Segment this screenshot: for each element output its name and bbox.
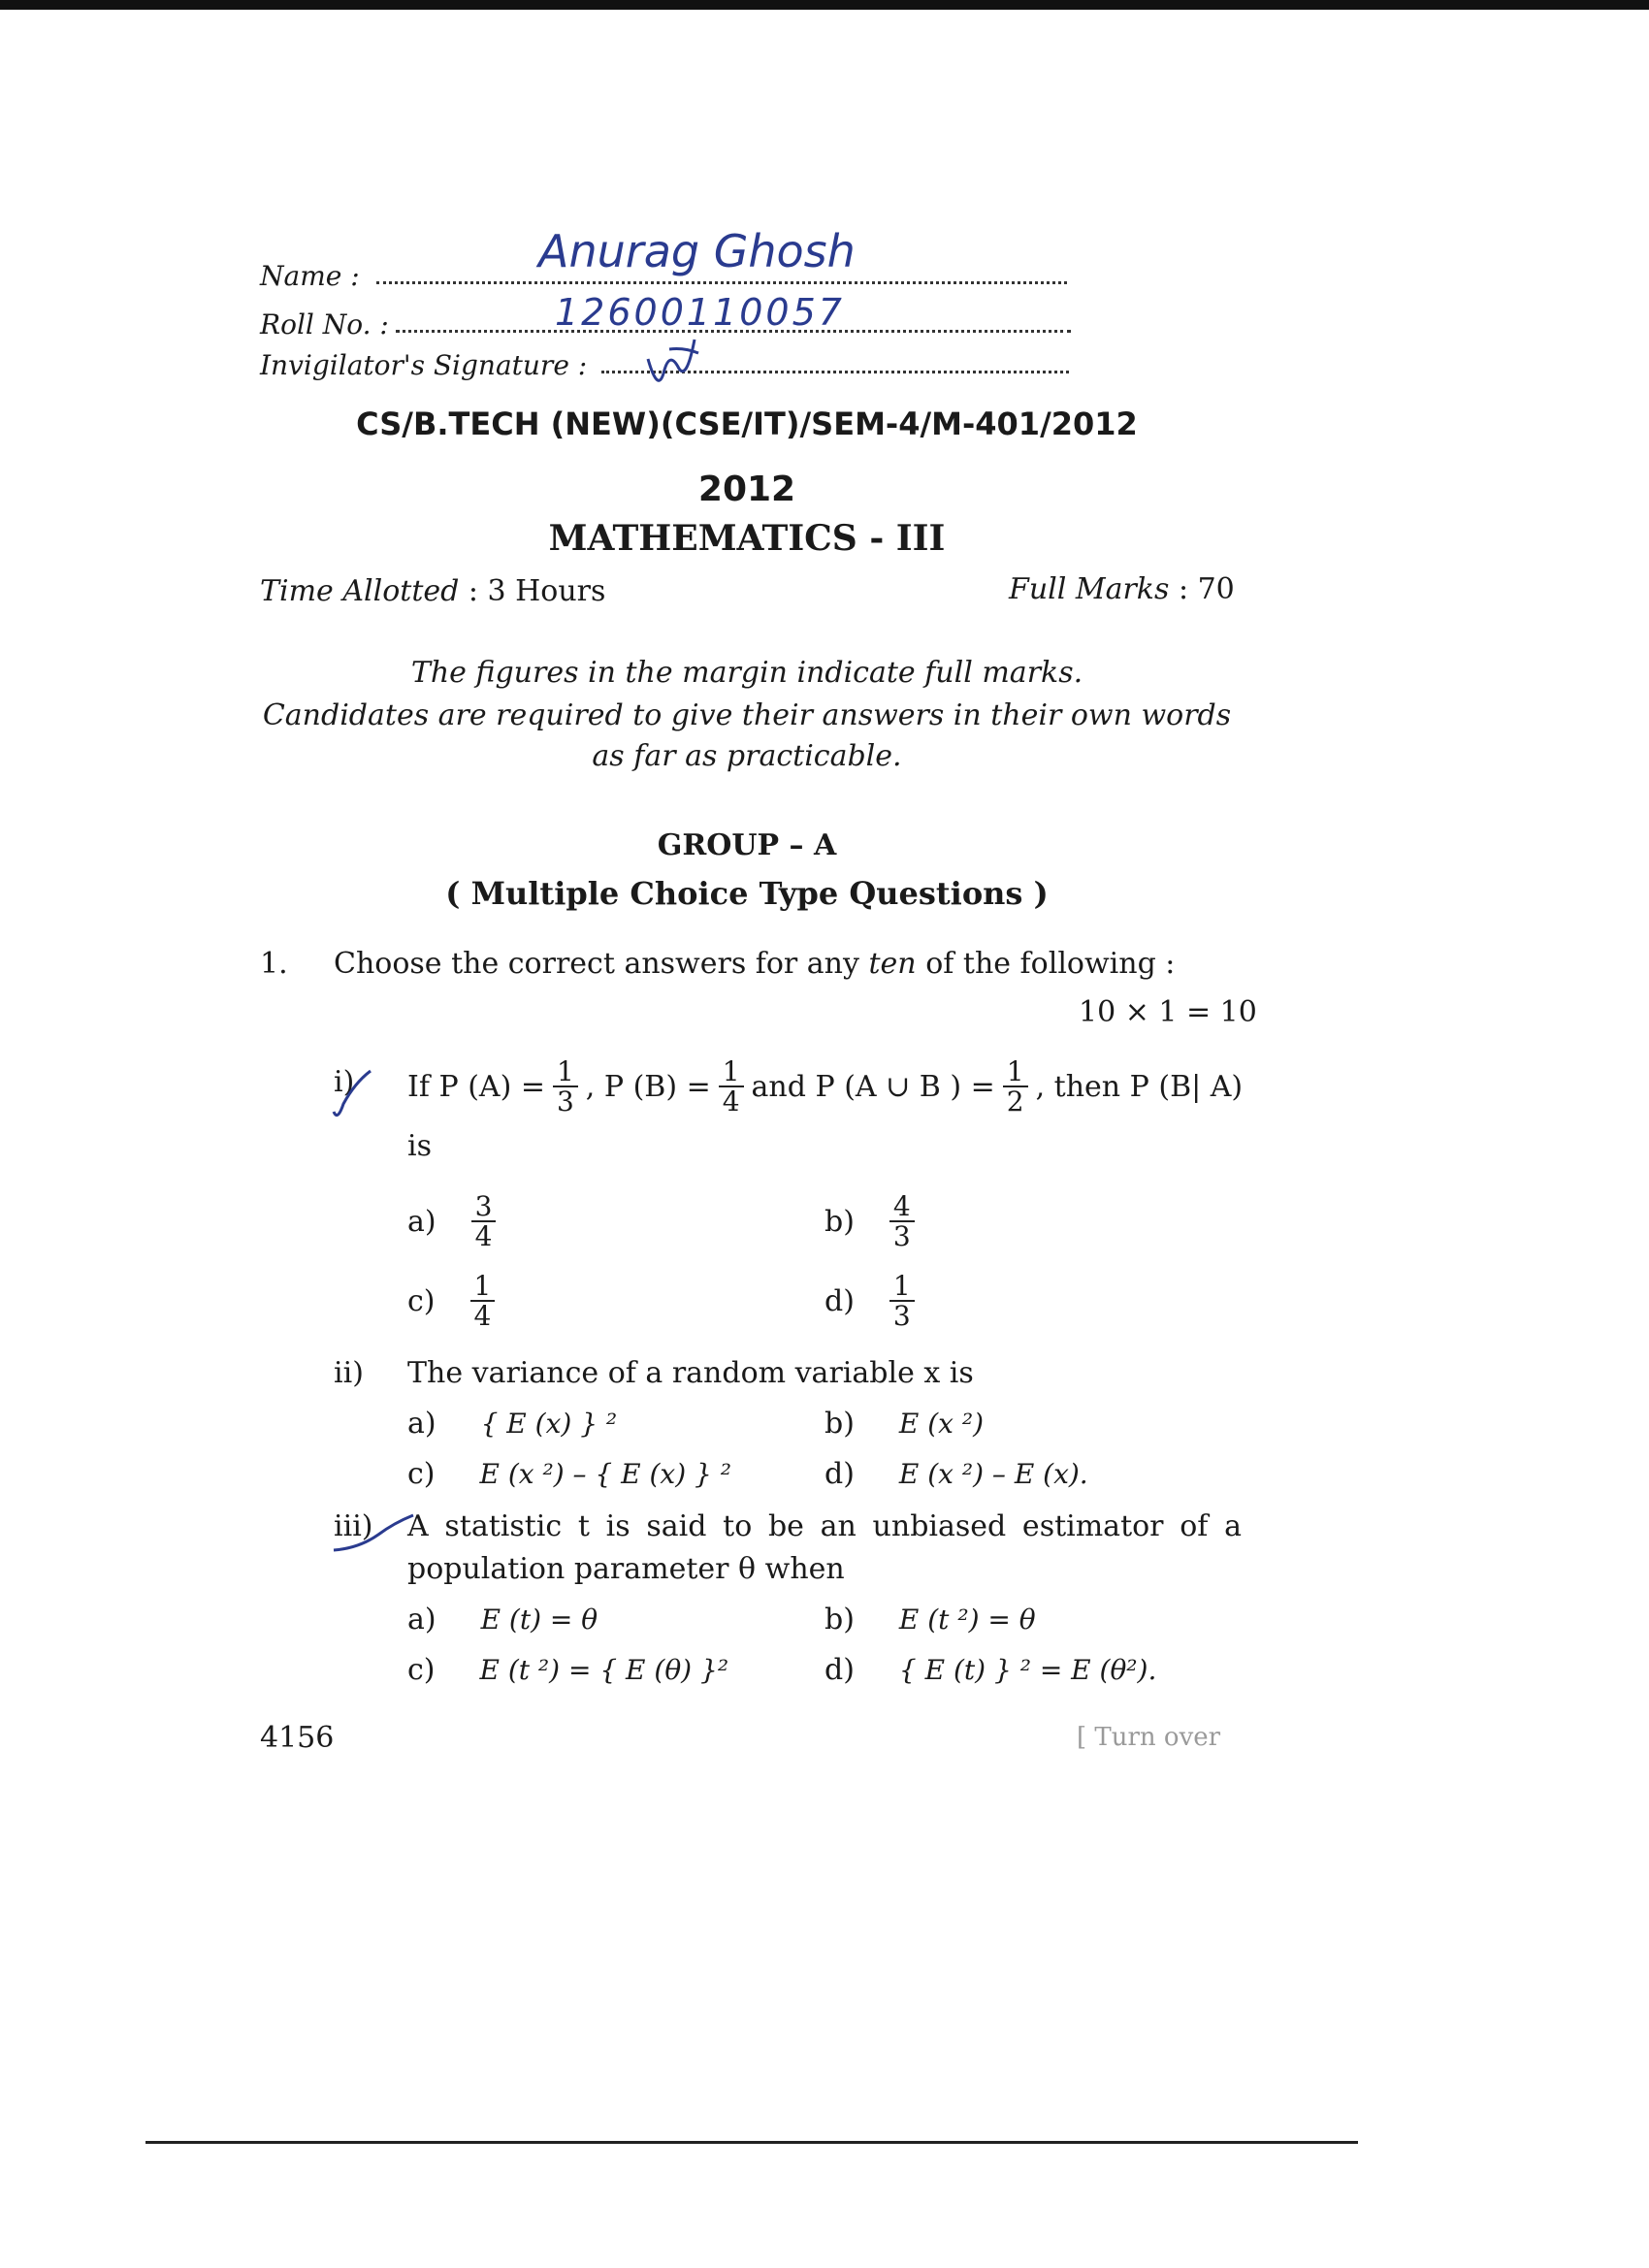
time-allotted: Time Allotted : 3 Hours xyxy=(260,574,606,608)
paper-code: CS/B.TECH (NEW)(CSE/IT)/SEM-4/M-401/2012 xyxy=(356,405,1138,442)
name-label: Name : xyxy=(260,260,360,292)
q-ii-option-a: a) { E (x) } ² xyxy=(407,1407,618,1441)
q-iii-option-a: a) E (t) = θ xyxy=(407,1603,598,1636)
question-number: 1. xyxy=(260,947,288,981)
invigilator-signature-icon xyxy=(640,320,708,398)
name-handwritten: Anurag Ghosh xyxy=(538,225,856,277)
subject-title: MATHEMATICS - III xyxy=(548,518,946,559)
tick-mark-icon xyxy=(328,1065,376,1123)
question-1-marks: 10 × 1 = 10 xyxy=(1079,995,1257,1029)
name-dotted-line xyxy=(376,281,1067,284)
roll-label: Roll No. : xyxy=(260,308,389,340)
q-i-option-d: d) $\frac{1}{3}$ xyxy=(824,1265,915,1337)
q-ii-option-d: d) E (x ²) – E (x). xyxy=(824,1457,1088,1491)
instruction-line-3: as far as practicable. xyxy=(592,739,902,773)
q-iii-option-b: b) E (t ²) = θ xyxy=(824,1603,1036,1636)
q-i-stem: If P (A) = $\frac{1}{3}$ , P (B) = $\frac{1}{4}$ and P (A ∪ B ) = $\frac{1}{2}$ , then P (B| A) xyxy=(407,1054,1244,1118)
page-bottom-rule xyxy=(146,2141,1358,2144)
q-iii-stem-line-1: A statistic t is said to be an unbiased estimator of a xyxy=(407,1509,1242,1543)
invigilator-label: Invigilator's Signature : xyxy=(260,349,588,381)
group-title: GROUP – A xyxy=(657,828,837,862)
turn-over-note: [ Turn over xyxy=(1077,1723,1221,1752)
q-i-stem-end: is xyxy=(407,1129,432,1163)
scan-edge xyxy=(0,0,1649,10)
paper-number: 4156 xyxy=(260,1721,335,1755)
instruction-line-2: Candidates are required to give their answers in their own words xyxy=(262,698,1232,732)
q-iii-label: iii) xyxy=(334,1509,373,1543)
q-i-label: i) xyxy=(334,1065,355,1099)
exam-year: 2012 xyxy=(697,470,796,509)
q-i-option-b: b) $\frac{4}{3}$ xyxy=(824,1185,915,1257)
roll-handwritten: 12600110057 xyxy=(555,291,845,334)
q-i-option-c: c) $\frac{1}{4}$ xyxy=(407,1265,495,1337)
q-ii-option-b: b) E (x ²) xyxy=(824,1407,985,1441)
tick-mark-icon xyxy=(330,1509,417,1556)
q-i-option-a: a) $\frac{3}{4}$ xyxy=(407,1185,496,1257)
group-subtitle: ( Multiple Choice Type Questions ) xyxy=(445,875,1049,912)
q-iii-option-d: d) { E (t) } ² = E (θ²). xyxy=(824,1653,1157,1687)
q-ii-option-c: c) E (x ²) – { E (x) } ² xyxy=(407,1457,731,1491)
q-ii-stem: The variance of a random variable x is xyxy=(407,1356,974,1390)
q-iii-stem-line-2: population parameter θ when xyxy=(407,1552,845,1586)
q-ii-label: ii) xyxy=(334,1356,364,1390)
question-1-text: Choose the correct answers for any ten of the following : xyxy=(334,947,1176,981)
q-iii-option-c: c) E (t ²) = { E (θ) }² xyxy=(407,1653,729,1687)
instruction-line-1: The figures in the margin indicate full marks. xyxy=(410,656,1083,690)
full-marks: Full Marks : 70 xyxy=(1009,572,1235,606)
